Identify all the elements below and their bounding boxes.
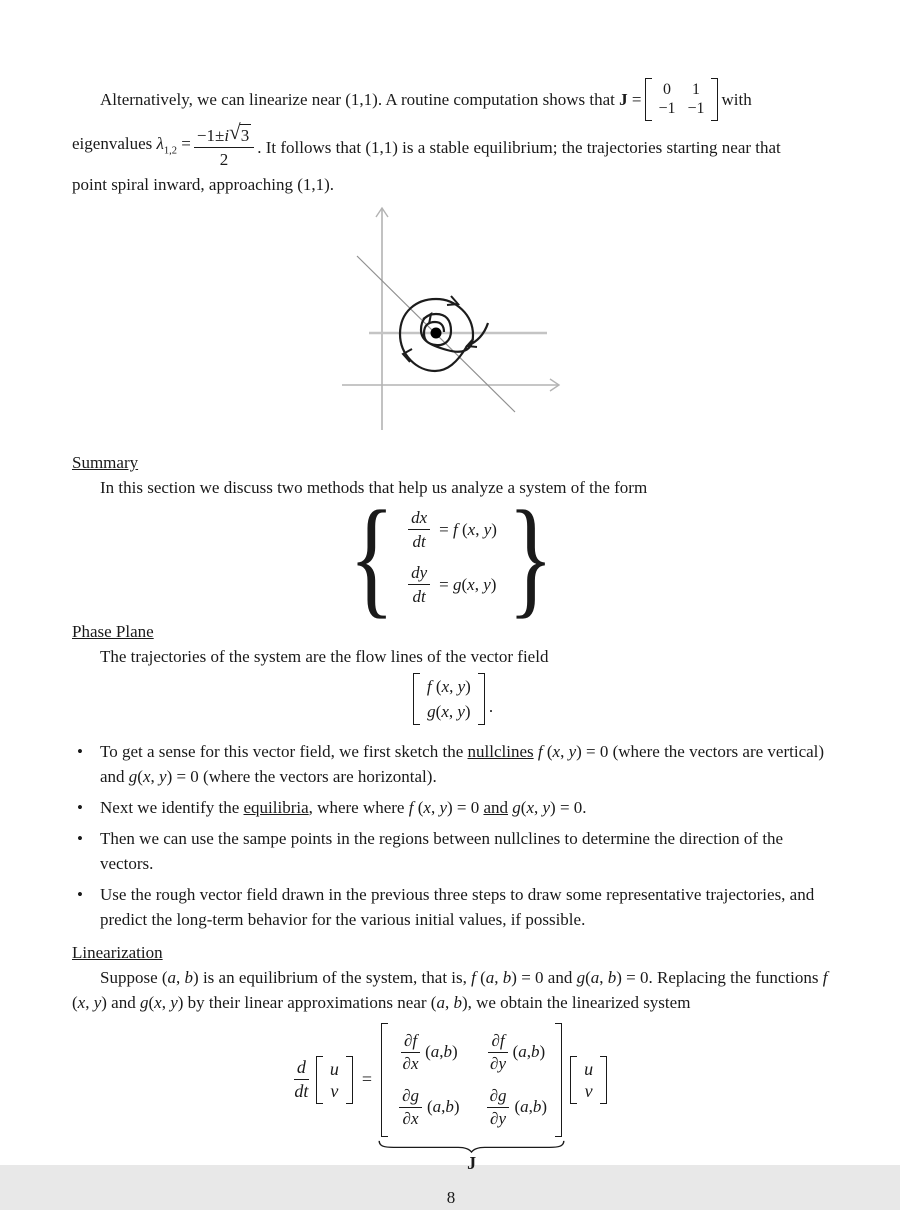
- left-bracket: [413, 673, 420, 725]
- bullet-icon: •: [77, 741, 83, 761]
- system-row-1: [405, 507, 497, 552]
- bullet-text: To get a sense for this vector field, we first sketch the nullclines f (x, y) = 0 (where the vectors are vertical) and g(x, y) = 0 (where the vectors are horizontal).: [100, 741, 825, 786]
- radical-sign: √: [229, 119, 241, 144]
- phase-portrait-svg: [329, 203, 574, 433]
- page-number: 8: [446, 1187, 456, 1207]
- fraction-numerator: −1±i √ 3: [194, 124, 254, 148]
- vector-entry: v: [584, 1080, 593, 1101]
- dy-dt-fraction: $\frac{dy}{dt}$: [408, 562, 430, 607]
- list-item: [72, 882, 830, 932]
- left-curly-brace: {: [348, 483, 395, 630]
- right-curly-brace: }: [507, 483, 554, 630]
- matrix-entries: [652, 78, 710, 121]
- equals-sign: =: [361, 1069, 373, 1090]
- jacobian-matrix: [381, 1023, 562, 1137]
- vector-entry: v: [330, 1080, 339, 1101]
- paragraph-text: Alternatively, we can linearize near (1,1). A routine computation shows that J =: [100, 90, 642, 109]
- paragraph-text: point spiral inward, approaching (1,1).: [72, 175, 335, 194]
- uv-vector: [570, 1056, 607, 1104]
- jacobian-entries: [388, 1023, 555, 1137]
- jacobian-entry: $\frac{\partial f}{\partial x}$ (a,b): [402, 1030, 458, 1073]
- fraction-denominator: 2: [219, 150, 229, 169]
- jacobian-value-matrix: [645, 78, 717, 121]
- vector-field-equation: [72, 673, 830, 725]
- bullet-icon: •: [77, 828, 83, 848]
- bullet-icon: •: [77, 884, 83, 904]
- jacobian-entry: $\frac{\partial f}{\partial y}$ (a,b): [490, 1030, 546, 1073]
- right-bracket: [555, 1023, 562, 1137]
- spiral-trajectory: [400, 299, 488, 371]
- vector-entry: u: [329, 1058, 339, 1079]
- matrix-entry: 1: [692, 81, 701, 98]
- jacobian-group: [377, 1023, 566, 1173]
- vector-entry: u: [584, 1058, 594, 1079]
- right-bracket: [600, 1056, 607, 1104]
- vector-entries: [323, 1056, 346, 1104]
- right-bracket: [346, 1056, 353, 1104]
- linearization-paragraph: Suppose (a, b) is an equilibrium of the system, that is, f (a, b) = 0 and g(a, b) = 0. Replacing the functions f (x, y) and g(x, y) by their linear approximations near (a, b), we obtain the linearized system: [72, 967, 828, 1012]
- vector-field-matrix: [413, 673, 485, 725]
- system-rows: [405, 507, 497, 607]
- paragraph-text: eigenvalues $\lambda_{1,2}$ =: [72, 133, 191, 157]
- equation-rhs: = f (x, y): [439, 519, 497, 539]
- linearized-system-equation: [72, 1023, 830, 1183]
- right-bracket: [711, 78, 718, 121]
- underbrace: [377, 1138, 566, 1153]
- dx-dt-fraction: $\frac{dx}{dt}$: [408, 507, 430, 552]
- left-bracket: [645, 78, 652, 121]
- eigenvalue-fraction: [194, 119, 254, 170]
- matrix-entry: −1: [687, 100, 705, 117]
- phase-portrait-figure: [329, 203, 574, 438]
- paragraph-text: . It follows that (1,1) is a stable equilibrium; the trajectories starting near that: [257, 137, 781, 157]
- uv-vector: [316, 1056, 353, 1104]
- list-item: [72, 739, 830, 789]
- bullet-text: Use the rough vector field drawn in the previous three steps to draw some representative trajectories, and predict the long-term behavior for the various initial values, if possible.: [100, 884, 815, 929]
- equation-rhs: = g(x, y): [439, 574, 497, 594]
- section-heading-summary: Summary: [72, 453, 139, 472]
- vector-entries: [420, 673, 478, 725]
- paragraph-line: [72, 119, 830, 170]
- left-bracket: [381, 1023, 388, 1137]
- bullet-text: Next we identify the equilibria, where where f (x, y) = 0 and g(x, y) = 0.: [100, 797, 587, 817]
- paragraph-line: [72, 172, 830, 197]
- d-dt-fraction: $\frac{d}{dt}$: [294, 1057, 309, 1102]
- bullet-text: Then we can use the sampe points in the regions between nullclines to determine the direction of the vectors.: [100, 828, 784, 873]
- matrix-entry: −1: [658, 100, 676, 117]
- summary-intro: In this section we discuss two methods that help us analyze a system of the form: [100, 478, 648, 497]
- vector-entry: f (x, y): [426, 676, 471, 696]
- left-bracket: [570, 1056, 577, 1104]
- bullet-icon: •: [77, 797, 83, 817]
- system-row-2: [405, 562, 497, 607]
- trailing-period: .: [488, 696, 494, 716]
- matrix-entry: 0: [662, 81, 671, 98]
- right-bracket: [478, 673, 485, 725]
- vector-entries: [577, 1056, 600, 1104]
- paragraph-line: [72, 78, 830, 121]
- jacobian-entry: $\frac{\partial g}{\partial y}$ (a,b): [484, 1086, 548, 1129]
- jacobian-label: J: [467, 1152, 477, 1173]
- list-item: [72, 795, 830, 820]
- list-item: [72, 826, 830, 876]
- section-heading-phase-plane: Phase Plane: [72, 621, 154, 641]
- section-heading-linearization: Linearization: [72, 942, 163, 962]
- paragraph-text: with: [721, 90, 752, 109]
- phase-plane-intro: The trajectories of the system are the flow lines of the vector field: [100, 646, 549, 666]
- equilibrium-point: [430, 328, 441, 339]
- vector-entry: g(x, y): [427, 701, 471, 721]
- left-bracket: [316, 1056, 323, 1104]
- jacobian-entry: $\frac{\partial g}{\partial x}$ (a,b): [396, 1086, 460, 1129]
- square-root: √ 3: [229, 119, 250, 145]
